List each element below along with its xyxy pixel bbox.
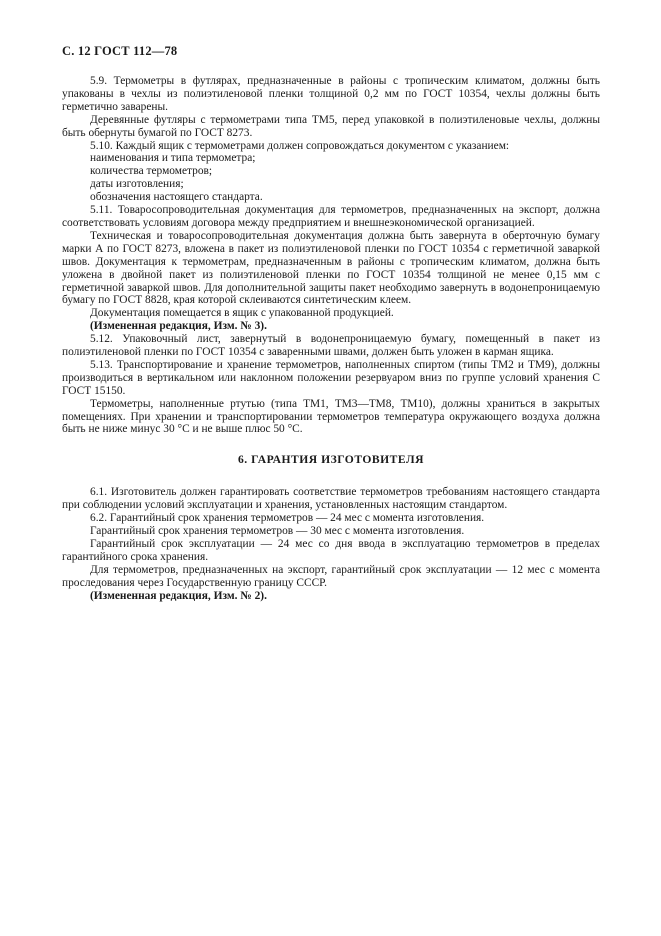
list-item: обозначения настоящего стандарта. bbox=[90, 191, 263, 204]
paragraph-documentation-packing: Техническая и товаросопроводительная документация должна быть завернута в оберточную бумагу марки А по ГОСТ 8273, вложена в пакет из полиэтиленовой пленки по ГОСТ 10354 с герметичной заваркой швов. Документация к термометрам, предназначенным в районы с тропическим климатом, должна быть уложена в двойной пакет из полиэтиленовой пленки по ГОСТ 10354 толщиной не менее 0,15 мм с герметичной заваркой швов. Для дополнительной защиты пакет необходимо завернуть в водонепроницаемую бумагу по ГОСТ 8828, края которой склеиваются синтетическим клеем. bbox=[62, 229, 600, 307]
page-header: С. 12 ГОСТ 112—78 bbox=[62, 44, 178, 58]
paragraph-documentation-box: Документация помещается в ящик с упакованной продукцией. bbox=[90, 307, 394, 320]
amendment-note: (Измененная редакция, Изм. № 3). bbox=[90, 320, 267, 333]
paragraph-operation-warranty: Гарантийный срок эксплуатации — 24 мес со дня ввода в эксплуатацию термометров в пределах гарантийного срока хранения. bbox=[62, 537, 600, 563]
paragraph-5-9: 5.9. Термометры в футлярах, предназначенные в районы с тропическим климатом, должны быть упакованы в чехлы из полиэтиленовой пленки толщиной 0,2 мм по ГОСТ 10354, чехлы должны быть герметично заварены. bbox=[62, 75, 600, 113]
paragraph-6-2: 6.2. Гарантийный срок хранения термометров — 24 мес с момента изготовления. bbox=[90, 512, 485, 525]
paragraph-storage-warranty: Гарантийный срок хранения термометров — 30 мес с момента изготовления. bbox=[90, 525, 465, 537]
paragraph-5-12: 5.12. Упаковочный лист, завернутый в водонепроницаемую бумагу, помещенный в пакет из полиэтиленовой пленки по ГОСТ 10354 с заваренными швами, должен быть уложен в карман ящика. bbox=[62, 333, 600, 359]
amendment-note: (Измененная редакция, Изм. № 2). bbox=[90, 589, 267, 602]
paragraph-wooden-cases: Деревянные футляры с термометрами типа ТМ5, перед упаковкой в полиэтиленовые чехлы, должны быть обернуты бумагой по ГОСТ 8273. bbox=[62, 113, 600, 139]
list-item: количества термометров; bbox=[90, 165, 213, 178]
list-item: наименования и типа термометра; bbox=[90, 152, 256, 165]
paragraph-5-11: 5.11. Товаросопроводительная документация для термометров, предназначенных на экспорт, должна соответствовать условиям договора между предприятием и внешнеэкономической организацией. bbox=[62, 204, 600, 229]
paragraph-5-10: 5.10. Каждый ящик с термометрами должен сопровождаться документом с указанием: bbox=[90, 139, 510, 152]
paragraph-5-13: 5.13. Транспортирование и хранение термометров, наполненных спиртом (типы ТМ2 и ТМ9), должны производиться в вертикальном или наклонном положении резервуаром вниз по группе условий хранения С ГОСТ 15150. bbox=[62, 358, 600, 397]
section-heading: 6. ГАРАНТИЯ ИЗГОТОВИТЕЛЯ bbox=[237, 453, 424, 467]
paragraph-6-1: 6.1. Изготовитель должен гарантировать соответствие термометров требованиям настоящего стандарта при соблюдении условий эксплуатации и хранения, установленных настоящим стандартом. bbox=[62, 486, 600, 512]
list-item: даты изготовления; bbox=[90, 178, 184, 191]
document-body bbox=[62, 75, 600, 602]
paragraph-export-warranty: Для термометров, предназначенных на экспорт, гарантийный срок эксплуатации — 12 мес с момента проследования через Государственную границу СССР. bbox=[62, 563, 600, 589]
paragraph-mercury-storage: Термометры, наполненные ртутью (типа ТМ1, ТМ3—ТМ8, ТМ10), должны храниться в закрытых помещениях. При хранении и транспортировании термометров температура окружающего воздуха должна быть не ниже минус 30 °С и не выше плюс 50 °С. bbox=[62, 397, 600, 436]
